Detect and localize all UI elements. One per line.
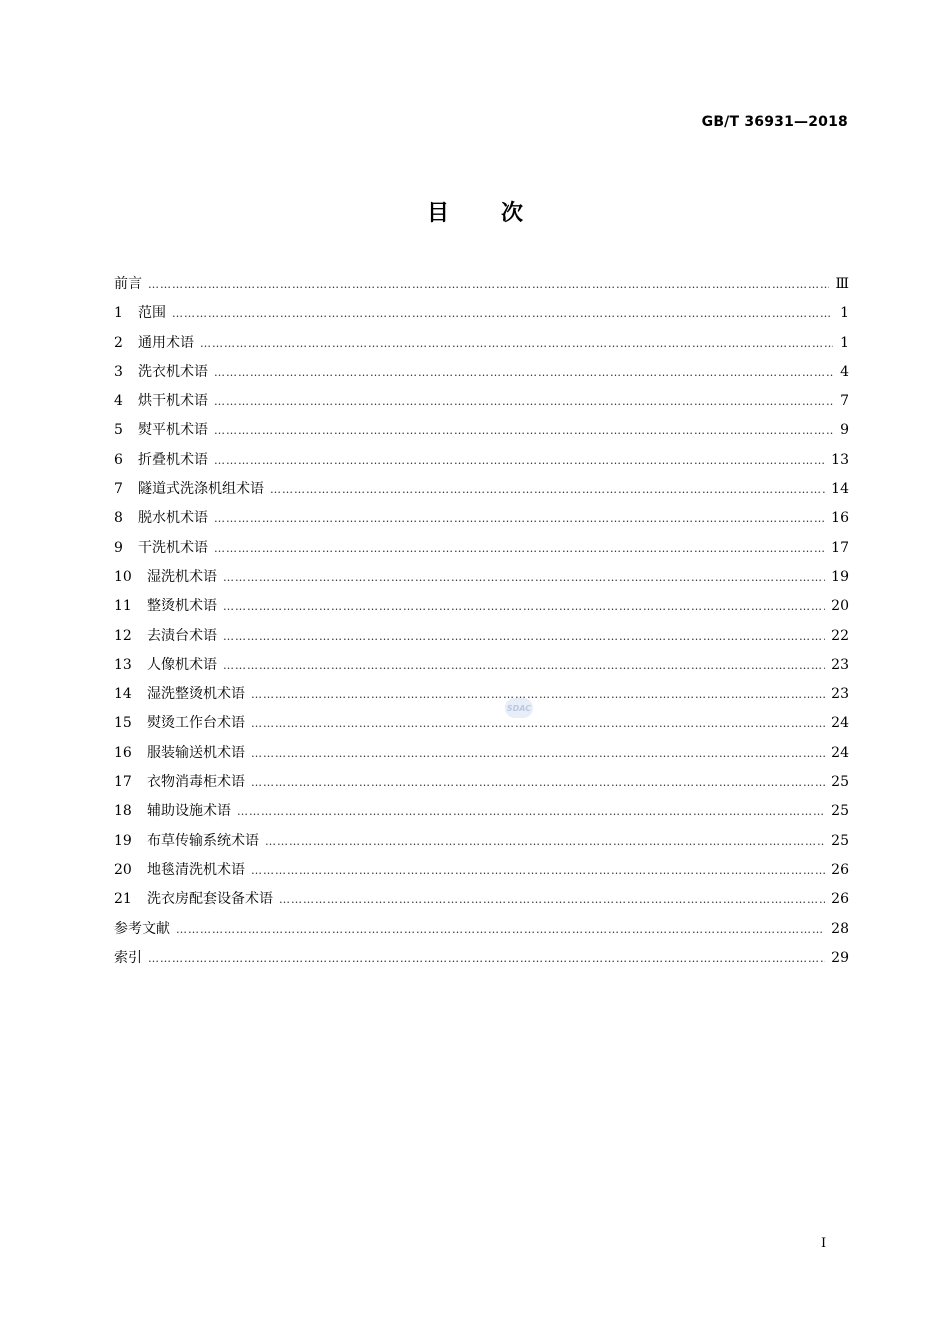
toc-entry-label: 隧道式洗涤机组术语 <box>138 481 264 498</box>
toc-entry[interactable] <box>114 446 849 475</box>
toc-dot-leader <box>251 709 825 738</box>
toc-dot-leader <box>251 768 825 797</box>
toc-entry-page: 28 <box>831 920 849 937</box>
toc-entry-label: 参考文献 <box>114 920 170 937</box>
toc-dot-leader <box>223 592 825 621</box>
toc-entry-label: 地毯清洗机术语 <box>147 861 245 878</box>
toc-entry-label: 干洗机术语 <box>138 539 208 556</box>
toc-entry-number: 5 <box>114 422 123 439</box>
toc-entry-number: 2 <box>114 334 123 351</box>
toc-entry-page: 16 <box>831 510 849 527</box>
watermark-logo: SDAC <box>505 698 533 718</box>
toc-entry-number: 19 <box>114 832 132 849</box>
table-of-contents <box>114 270 849 973</box>
toc-entry-page: 24 <box>831 715 849 732</box>
toc-entry-label: 衣物消毒柜术语 <box>147 774 245 791</box>
toc-entry[interactable] <box>114 622 849 651</box>
toc-entry[interactable] <box>114 856 849 885</box>
toc-entry[interactable] <box>114 768 849 797</box>
toc-entry[interactable] <box>114 915 849 944</box>
toc-entry-number: 8 <box>114 510 123 527</box>
toc-entry-number: 14 <box>114 686 132 703</box>
toc-dot-leader <box>214 358 833 387</box>
toc-entry[interactable] <box>114 944 849 973</box>
toc-dot-leader <box>251 680 825 709</box>
toc-entry-number: 1 <box>114 305 123 322</box>
toc-entry-page: 22 <box>831 627 849 644</box>
toc-entry-label: 布草传输系统术语 <box>147 832 259 849</box>
toc-entry[interactable] <box>114 592 849 621</box>
toc-entry-number: 21 <box>114 891 132 908</box>
standard-code: GB/T 36931—2018 <box>701 114 848 130</box>
toc-dot-leader <box>237 797 825 826</box>
toc-entry-number: 13 <box>114 656 132 673</box>
toc-entry-page: 4 <box>840 363 849 380</box>
toc-entry-page: 17 <box>831 539 849 556</box>
toc-entry[interactable] <box>114 534 849 563</box>
toc-entry-page: 19 <box>831 568 849 585</box>
toc-entry-label: 前言 <box>114 276 142 292</box>
toc-entry-number: 12 <box>114 627 132 644</box>
title-part-1: 目 <box>426 201 449 226</box>
toc-entry[interactable] <box>114 270 849 299</box>
toc-entry-label: 人像机术语 <box>147 656 217 673</box>
toc-entry-label: 辅助设施术语 <box>147 803 231 820</box>
toc-entry-label: 整烫机术语 <box>147 598 217 615</box>
toc-entry[interactable] <box>114 416 849 445</box>
toc-entry-label: 熨烫工作台术语 <box>147 715 245 732</box>
toc-dot-leader <box>279 885 825 914</box>
toc-entry-page: 7 <box>840 393 849 410</box>
toc-entry-number: 11 <box>114 598 132 615</box>
toc-entry-number: 3 <box>114 363 123 380</box>
toc-entry[interactable] <box>114 709 849 738</box>
toc-entry[interactable] <box>114 358 849 387</box>
toc-entry-number: 16 <box>114 744 132 761</box>
toc-entry-label: 服装输送机术语 <box>147 744 245 761</box>
toc-entry-label: 索引 <box>114 949 142 966</box>
toc-dot-leader <box>148 270 829 299</box>
toc-dot-leader <box>148 944 825 973</box>
toc-entry-page: Ⅲ <box>835 276 849 292</box>
toc-dot-leader <box>214 416 833 445</box>
toc-entry-page: 20 <box>831 598 849 615</box>
toc-entry-label: 熨平机术语 <box>138 422 208 439</box>
toc-entry[interactable] <box>114 475 849 504</box>
toc-entry[interactable] <box>114 797 849 826</box>
toc-entry[interactable] <box>114 387 849 416</box>
toc-entry-number: 9 <box>114 539 123 556</box>
toc-dot-leader <box>251 739 825 768</box>
toc-dot-leader <box>265 827 825 856</box>
toc-entry[interactable] <box>114 827 849 856</box>
toc-entry[interactable] <box>114 329 849 358</box>
toc-entry-page: 14 <box>831 481 849 498</box>
toc-entry[interactable] <box>114 299 849 328</box>
toc-entry[interactable] <box>114 885 849 914</box>
toc-entry-label: 范围 <box>138 305 166 322</box>
toc-entry[interactable] <box>114 739 849 768</box>
toc-dot-leader <box>200 329 833 358</box>
toc-entry[interactable] <box>114 504 849 533</box>
title-part-2: 次 <box>501 201 524 226</box>
page-title <box>0 196 950 227</box>
toc-dot-leader <box>214 534 825 563</box>
toc-dot-leader <box>223 622 825 651</box>
toc-entry-page: 25 <box>831 832 849 849</box>
toc-entry-label: 洗衣房配套设备术语 <box>147 891 273 908</box>
toc-dot-leader <box>214 446 825 475</box>
toc-entry-page: 13 <box>831 451 849 468</box>
toc-entry[interactable] <box>114 651 849 680</box>
toc-entry-label: 脱水机术语 <box>138 510 208 527</box>
page-number: I <box>821 1236 827 1251</box>
toc-entry-page: 25 <box>831 803 849 820</box>
toc-entry-label: 烘干机术语 <box>138 393 208 410</box>
toc-entry-number: 17 <box>114 774 132 791</box>
toc-entry-number: 6 <box>114 451 123 468</box>
toc-entry-label: 洗衣机术语 <box>138 363 208 380</box>
toc-entry-label: 湿洗整烫机术语 <box>147 686 245 703</box>
toc-dot-leader <box>172 299 833 328</box>
toc-entry-page: 1 <box>840 305 849 322</box>
toc-dot-leader <box>223 563 825 592</box>
toc-entry-number: 4 <box>114 393 123 410</box>
toc-entry-page: 24 <box>831 744 849 761</box>
toc-dot-leader <box>223 651 825 680</box>
toc-entry-label: 去渍台术语 <box>147 627 217 644</box>
toc-entry[interactable] <box>114 680 849 709</box>
toc-dot-leader <box>214 387 833 416</box>
toc-entry-number: 20 <box>114 861 132 878</box>
toc-entry-page: 23 <box>831 656 849 673</box>
toc-entry-number: 18 <box>114 803 132 820</box>
toc-dot-leader <box>214 504 825 533</box>
toc-entry-page: 29 <box>831 949 849 966</box>
toc-entry-page: 23 <box>831 686 849 703</box>
toc-entry-number: 10 <box>114 568 132 585</box>
toc-entry-number: 7 <box>114 481 123 498</box>
toc-dot-leader <box>176 915 825 944</box>
toc-entry-page: 25 <box>831 774 849 791</box>
toc-entry-label: 湿洗机术语 <box>147 568 217 585</box>
toc-entry-page: 26 <box>831 891 849 908</box>
toc-entry-label: 折叠机术语 <box>138 451 208 468</box>
toc-entry-page: 1 <box>840 334 849 351</box>
toc-entry-label: 通用术语 <box>138 334 194 351</box>
toc-dot-leader <box>270 475 825 504</box>
toc-entry-number: 15 <box>114 715 132 732</box>
toc-dot-leader <box>251 856 825 885</box>
toc-entry-page: 9 <box>840 422 849 439</box>
toc-entry-page: 26 <box>831 861 849 878</box>
toc-entry[interactable] <box>114 563 849 592</box>
